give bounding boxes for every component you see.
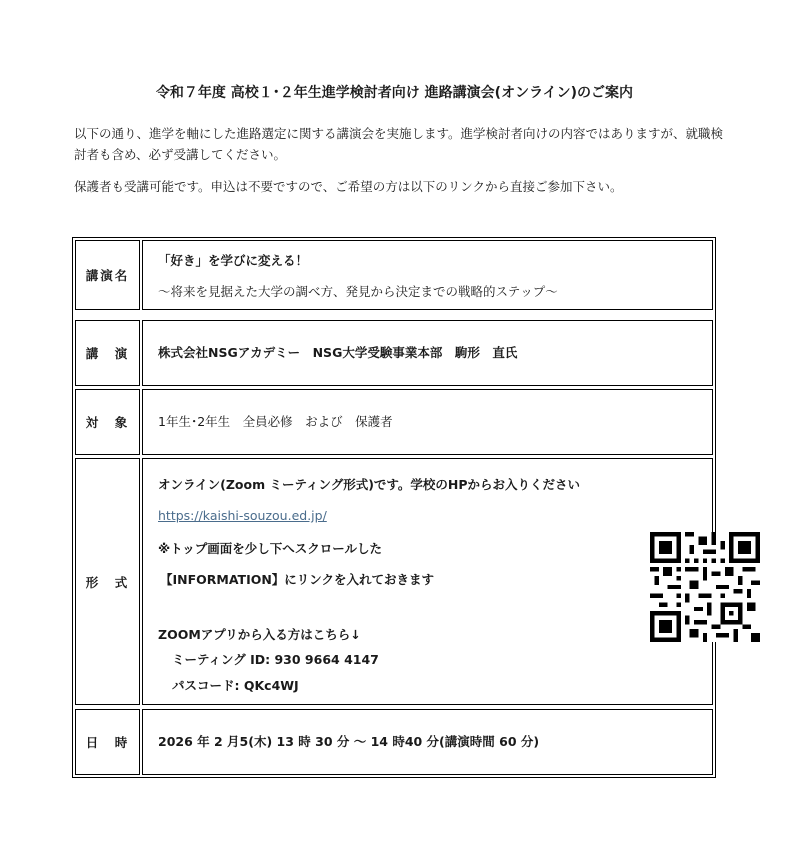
format-note: ※トップ画面を少し下へスクロールした [158, 541, 383, 556]
content-format [142, 458, 713, 705]
intro-paragraph: 保護者も受講可能です。申込は不要ですので、ご希望の方は以下のリンクから直接ご参加下さい。 [74, 179, 623, 194]
label-lecture: 講演名 [75, 240, 140, 310]
datetime-value: 2026 年 2 月5(木) 13 時 30 分 ～ 14 時40 分(講演時間 60 分) [158, 734, 540, 749]
intro-paragraph: 以下の通り、進学を軸にした進路選定に関する講演会を実施します。進学検討者向けの内容ではありますが、就職検討者も含め、必ず受講してください。 [74, 126, 724, 162]
content-datetime [142, 709, 713, 775]
audience-value: 1年生･2年生 全員必修 および 保護者 [158, 414, 393, 429]
content-lecture [142, 240, 713, 310]
school-website-link[interactable]: https://kaishi-souzou.ed.jp/ [158, 508, 327, 523]
label-speaker: 講 演 [75, 320, 140, 386]
speaker-name: 株式会社NSGアカデミー NSG大学受験事業本部 駒形 直氏 [158, 345, 518, 360]
content-speaker [142, 320, 713, 386]
row-lecture [75, 240, 713, 310]
info-table [72, 237, 716, 778]
row-datetime [75, 709, 713, 775]
label-format: 形 式 [75, 458, 140, 705]
qr-code[interactable] [650, 532, 760, 642]
format-description: オンライン(Zoom ミーティング形式)です。学校のHPからお入りください [158, 477, 581, 492]
zoom-heading: ZOOMアプリから入る方はこちら↓ [158, 627, 361, 642]
format-note: 【INFORMATION】にリンクを入れておきます [160, 572, 435, 587]
passcode: パスコード: QKc4WJ [172, 678, 299, 693]
label-datetime: 日 時 [75, 709, 140, 775]
content-audience [142, 389, 713, 455]
page-title: 令和７年度 高校１･２年生進学検討者向け 進路講演会(オンライン)のご案内 [155, 85, 634, 101]
row-audience [75, 389, 713, 455]
lecture-subtitle: ～将来を見据えた大学の調べ方、発見から決定までの戦略的ステップ～ [158, 284, 558, 299]
row-format [75, 458, 713, 705]
meeting-id: ミーティング ID: 930 9664 4147 [172, 652, 379, 667]
lecture-title: 「好き」を学びに変える！ [158, 253, 309, 268]
label-audience: 対 象 [75, 389, 140, 455]
row-speaker [75, 320, 713, 386]
